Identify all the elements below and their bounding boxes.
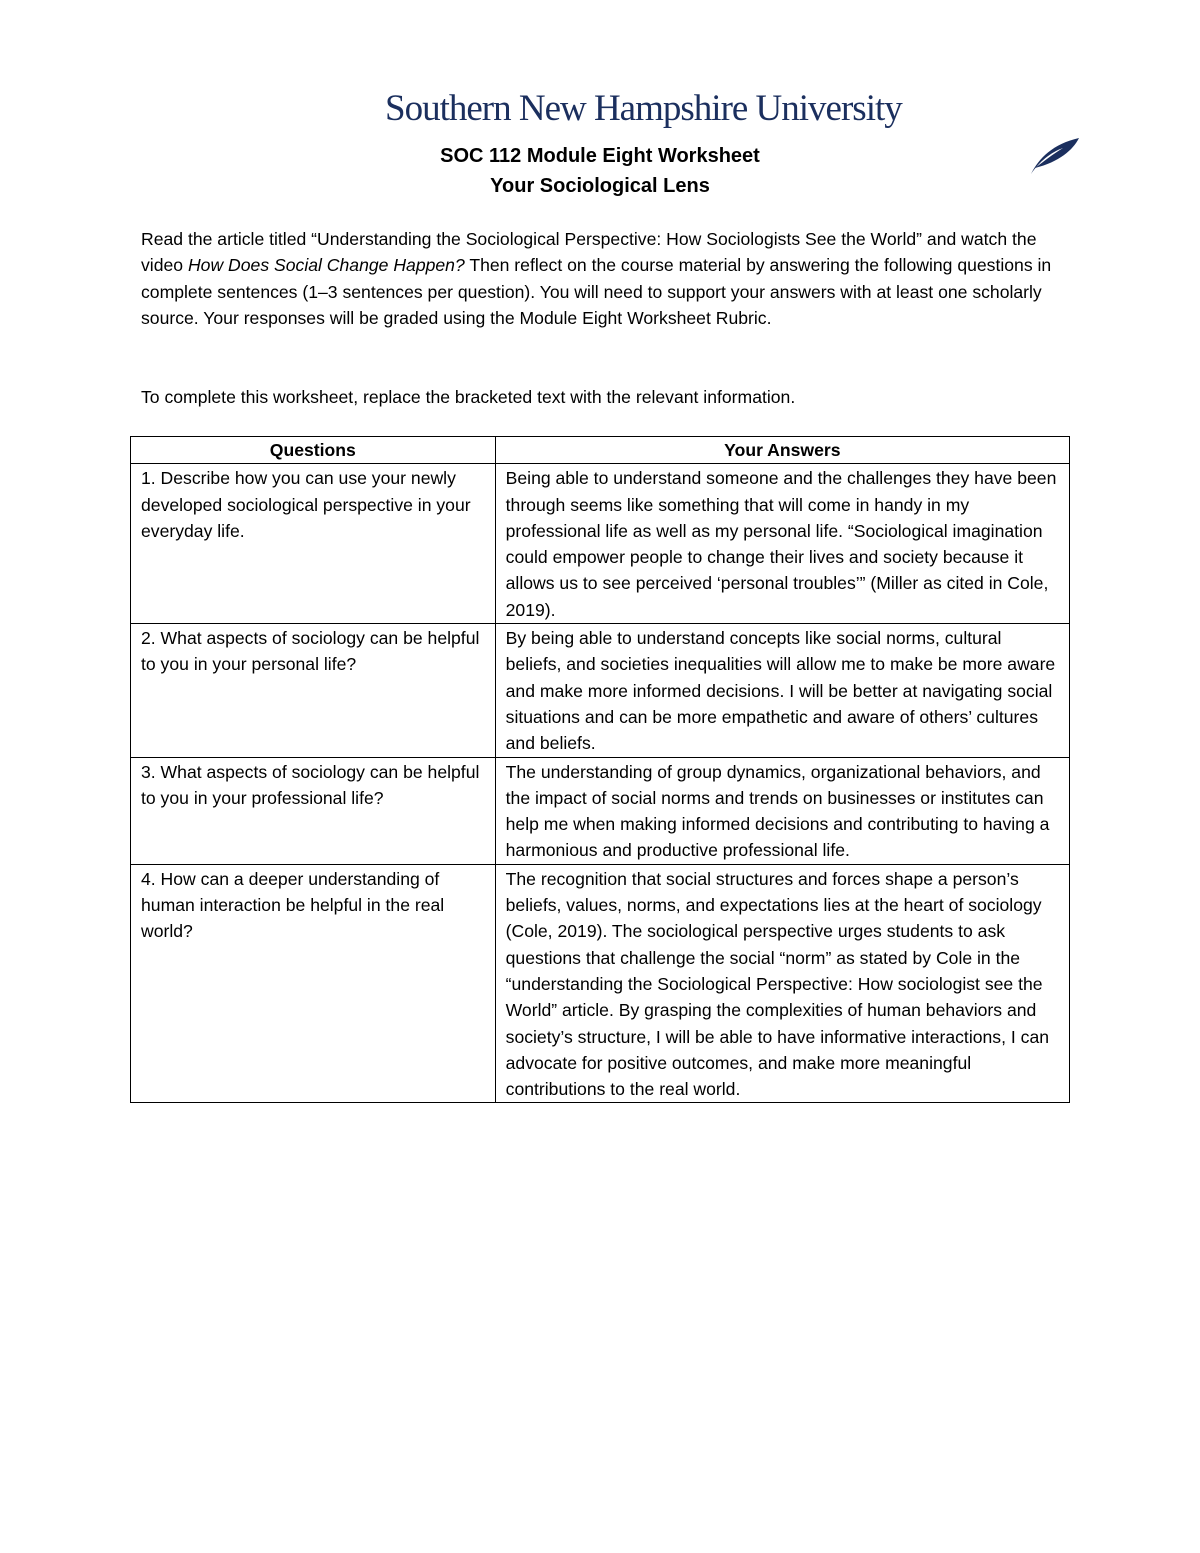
question-cell: 3. What aspects of sociology can be helpful to you in your professional life? bbox=[131, 757, 496, 864]
video-title: How Does Social Change Happen? bbox=[187, 255, 465, 276]
table-header-row bbox=[131, 437, 1070, 464]
answer-cell: The understanding of group dynamics, organizational behaviors, and the impact of social norms and trends on businesses or institutes can help me when making informed decisions and contributing to having a harmonious and productive professional life. bbox=[495, 757, 1069, 864]
question-cell: 1. Describe how you can use your newly developed sociological perspective in your everyday life. bbox=[131, 464, 496, 624]
university-logo bbox=[385, 68, 902, 138]
header-answers: Your Answers bbox=[495, 437, 1069, 464]
qa-table bbox=[130, 436, 1070, 1103]
intro-text-part2: Then reflect on the course material by answering the following questions in complete sentences (1–3 sentences per question). You will need to support your answers with at least one scholarly source. Your responses will be graded using the Module Eight Worksheet Rubric. bbox=[141, 255, 1052, 328]
intro-paragraph bbox=[141, 226, 1071, 331]
answer-cell: Being able to understand someone and the challenges they have been through seems like something that will come in handy in my professional life as well as my personal life. “Sociological imagination could empower people to change their lives and society because it allows us to see perceived ‘personal troubles’” (Miller as cited in Cole, 2019). bbox=[495, 464, 1069, 624]
table-row bbox=[131, 864, 1070, 1103]
intro-text-part1: Read the article titled “Understanding the Sociological Perspective: How Sociologists See the World” and watch the video bbox=[141, 229, 1037, 276]
answer-cell: The recognition that social structures and forces shape a person’s beliefs, values, norms, and expectations lies at the heart of sociology (Cole, 2019). The sociological perspective urges students to ask questions that challenge the social “norm” as stated by Cole in the “understanding the Sociological Perspective: How sociologist see the World” article. By grasping the complexities of human behaviors and society’s structure, I will be able to have informative interactions, I can advocate for positive outcomes, and make more meaningful contributions to the real world. bbox=[495, 864, 1069, 1103]
table-row bbox=[131, 624, 1070, 757]
instruction-paragraph: To complete this worksheet, replace the bracketed text with the relevant information. bbox=[141, 387, 796, 407]
document-subtitle: Your Sociological Lens bbox=[490, 175, 710, 197]
question-cell: 4. How can a deeper understanding of human interaction be helpful in the real world? bbox=[131, 864, 496, 1103]
answer-cell: By being able to understand concepts like social norms, cultural beliefs, and societies inequalities will allow me to make be more aware and make more informed decisions. I will be better at navigating social situations and can be more empathetic and aware of others’ cultures and beliefs. bbox=[495, 624, 1069, 757]
document-title: SOC 112 Module Eight Worksheet bbox=[440, 145, 760, 167]
logo-text: Southern New Hampshire University bbox=[385, 88, 902, 129]
table-row bbox=[131, 464, 1070, 624]
header-questions: Questions bbox=[131, 437, 496, 464]
table-row bbox=[131, 757, 1070, 864]
question-cell: 2. What aspects of sociology can be helpful to you in your personal life? bbox=[131, 624, 496, 757]
